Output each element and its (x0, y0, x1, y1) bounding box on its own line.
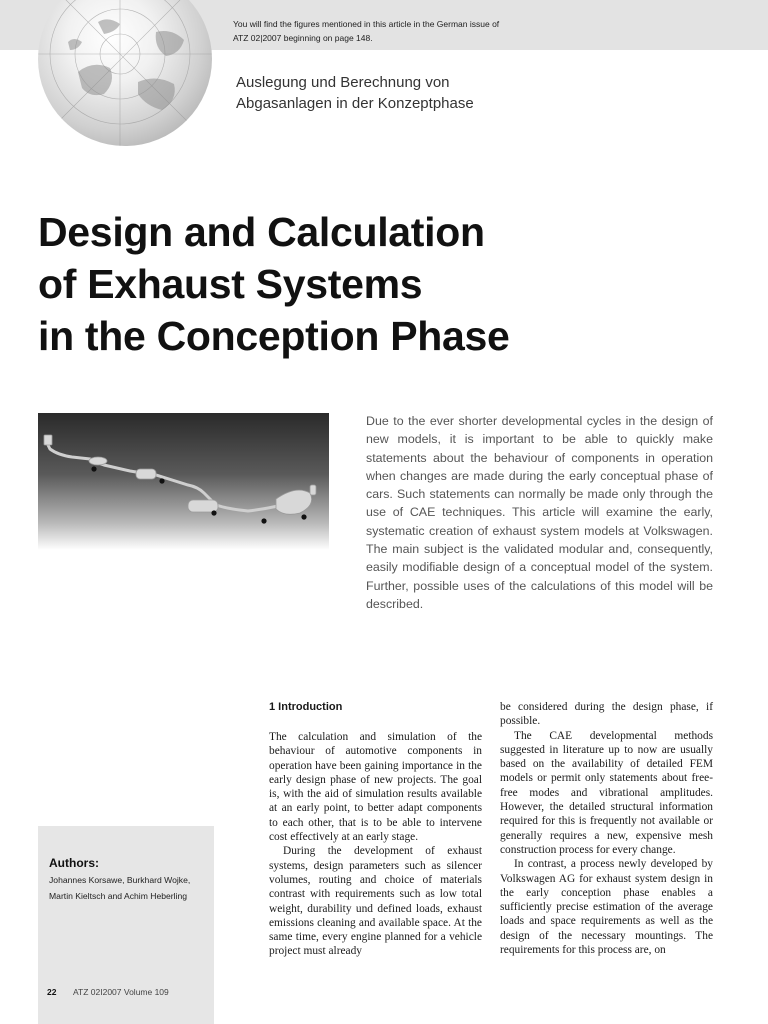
globe-image (38, 0, 212, 146)
column2-paragraph3: In contrast, a process newly developed by Volkswagen AG for exhaust system design in the early conception phase enables a sufficiently precise estimation of the average loads and space requirements as well as the design of the necessary mountings. The requirements for this process are, on (500, 858, 713, 957)
german-subtitle-line1: Auslegung und Berechnung von (236, 74, 450, 91)
column2-paragraph1: be considered during the design phase, if possible. (500, 701, 713, 728)
body-column-2 (500, 700, 713, 957)
section-heading: 1 Introduction (269, 701, 343, 713)
body-column-1 (269, 700, 482, 959)
journal-info: ATZ 02I2007 Volume 109 (73, 987, 169, 997)
exhaust-system-graphic (38, 413, 329, 550)
german-subtitle-line2: Abgasanlagen in der Konzeptphase (236, 95, 474, 112)
title-line2: of Exhaust Systems (38, 261, 423, 307)
german-subtitle (236, 72, 474, 114)
column2-paragraph2: The CAE developmental methods suggested in literature up to now are usually based on the availability of detailed FEM models or permit only statements about free-free modes and vibrational amplitudes. However, the detailed structural information required for this is frequently not available or generally requires a new, expensive mesh construction process for every change. (500, 729, 713, 856)
abstract-text: Due to the ever shorter developmental cycles in the design of new models, it is important to be able to quickly make statements about the behaviour of components in operation when changes are made during the early conceptual phase of cars. Such statements can normally be made only through the use of CAE techniques. This article will examine the early, systematic creation of exhaust system models at Volkswagen. The main subject is the validated modular and, consequently, easily modifiable design of a conceptual model of the system. Further, possible uses of the calculations of this model will be described. (366, 414, 713, 611)
globe-graphic (38, 0, 212, 146)
title-line1: Design and Calculation (38, 209, 485, 255)
column1-paragraph2: During the development of exhaust systems, design parameters such as silencer volumes, routing and choice of materials contrast with requirements such as low total weight, durability und defined loads, exhaust emissions cleaning and available space. At the same time, every engine planned for a vehicle project must already (269, 845, 482, 958)
figures-note (233, 17, 499, 45)
authors-label: Authors: (49, 856, 99, 870)
exhaust-system-image (38, 413, 329, 550)
article-title (38, 206, 598, 362)
figures-note-line1: You will find the figures mentioned in this article in the German issue of (233, 19, 500, 29)
figures-note-line2: ATZ 02|2007 beginning on page 148. (233, 33, 373, 43)
title-line3: in the Conception Phase (38, 313, 510, 359)
authors-panel (38, 826, 214, 1024)
column1-paragraph1: The calculation and simulation of the behaviour of automotive components in operation have been gaining importance in the early design phase of new projects. The goal is, with the aid of simulation results available at an early point, to better adapt components to each other, that is to be able to intervene cost effectively at an early stage. (269, 731, 482, 844)
authors-names: Johannes Korsawe, Burkhard Wojke, Martin Kieltsch and Achim Heberling (49, 875, 191, 901)
page-number: 22 (47, 987, 57, 997)
